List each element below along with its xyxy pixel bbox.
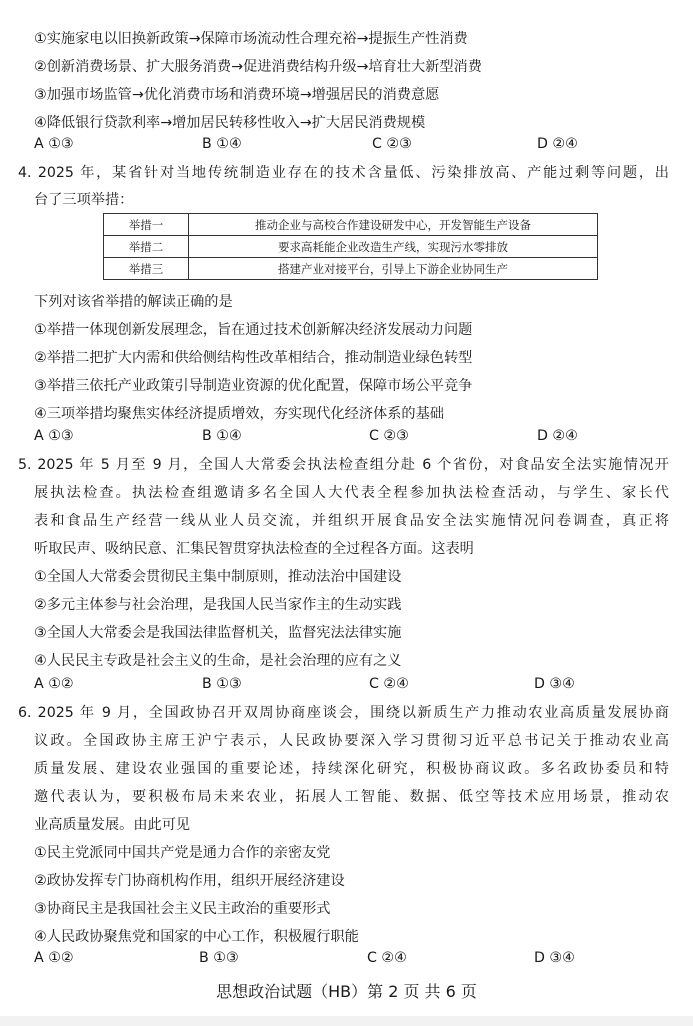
q4-item-2: ②举措二把扩大内需和供给侧结构性改革相结合，推动制造业绿色转型 — [34, 350, 473, 366]
q4-item-4: ④三项举措均聚焦实体经济提质增效，夯实现代化经济体系的基础 — [34, 406, 444, 422]
q4-prompt: 下列对该省举措的解读正确的是 — [34, 294, 233, 310]
q4-measures-table — [103, 213, 598, 280]
q3-item-4: ④降低银行贷款利率→增加居民转移性收入→扩大居民消费规模 — [34, 115, 426, 131]
q4-option-a: A ①③ — [34, 428, 74, 444]
q3-option-a: A ①③ — [34, 136, 74, 152]
q4-options — [34, 426, 634, 446]
q6-stem-line-1: 6. 2025 年 9 月，全国政协召开双周协商座谈会，围绕以新质生产力推动农业高质量发展协商 — [18, 705, 669, 721]
q4-option-c: C ②③ — [369, 428, 409, 444]
q5-item-1: ①全国人大常委会贯彻民主集中制原则，推动法治中国建设 — [34, 569, 402, 585]
q5-stem-line-2: 展执法检查。执法检查组邀请多名全国人大代表全程参加执法检查活动，与学生、家长代 — [34, 485, 669, 501]
q5-item-4: ④人民民主专政是社会主义的生命，是社会治理的应有之义 — [34, 653, 402, 669]
measure-text: 推动企业与高校合作建设研发中心，开发智能生产设备 — [189, 214, 598, 236]
measure-name: 举措一 — [104, 214, 189, 236]
q3-item-3: ③加强市场监管→优化消费市场和消费环境→增强居民的消费意愿 — [34, 87, 440, 103]
q5-stem-line-3: 表和食品生产经营一线从业人员交流，并组织开展食品安全法实施情况问卷调查，真正将 — [34, 513, 669, 529]
q6-option-d: D ③④ — [534, 950, 575, 966]
q4-item-1: ①举措一体现创新发展理念，旨在通过技术创新解决经济发展动力问题 — [34, 322, 473, 338]
q5-options — [34, 674, 634, 694]
q5-option-c: C ②④ — [369, 676, 409, 692]
q6-option-b: B ①③ — [199, 950, 239, 966]
q5-option-d: D ③④ — [534, 676, 575, 692]
q5-item-3: ③全国人大常委会是我国法律监督机关，监督宪法法律实施 — [34, 625, 402, 641]
q6-item-2: ②政协发挥专门协商机构作用，组织开展经济建设 — [34, 873, 345, 889]
q4-option-d: D ②④ — [537, 428, 578, 444]
q5-stem-line-4: 听取民声、吸纳民意、汇集民智贯穿执法检查的全过程各方面。这表明 — [34, 541, 474, 557]
measure-name: 举措三 — [104, 258, 189, 280]
bottom-margin-strip — [0, 1016, 693, 1026]
q4-stem-line-2: 台了三项举措： — [34, 192, 134, 208]
q6-item-1: ①民主党派同中国共产党是通力合作的亲密友党 — [34, 845, 331, 861]
q6-item-4: ④人民政协聚焦党和国家的中心工作，积极履行职能 — [34, 929, 359, 945]
q4-item-3: ③举措三依托产业政策引导制造业资源的优化配置，保障市场公平竞争 — [34, 378, 473, 394]
q6-option-c: C ②④ — [367, 950, 407, 966]
q5-item-2: ②多元主体参与社会治理，是我国人民当家作主的生动实践 — [34, 597, 402, 613]
measure-name: 举措二 — [104, 236, 189, 258]
table-row — [104, 236, 598, 258]
q6-stem-line-4: 邀代表认为，要积极布局未来农业，拓展人工智能、数据、低空等技术应用场景，推动农 — [34, 789, 669, 805]
page-footer: 思想政治试题（HB）第 2 页 共 6 页 — [216, 982, 477, 1001]
q3-item-1: ①实施家电以旧换新政策→保障市场流动性合理充裕→提振生产性消费 — [34, 31, 468, 47]
table-row — [104, 258, 598, 280]
q3-option-b: B ①④ — [202, 136, 242, 152]
q3-item-2: ②创新消费场景、扩大服务消费→促进消费结构升级→培育壮大新型消费 — [34, 59, 482, 75]
measure-text: 要求高耗能企业改造生产线，实现污水零排放 — [189, 236, 598, 258]
q4-stem-line-1: 4. 2025 年，某省针对当地传统制造业存在的技术含量低、污染排放高、产能过剩等问题，出 — [18, 165, 669, 181]
table-row — [104, 214, 598, 236]
q3-option-c: C ②③ — [372, 136, 412, 152]
q6-options — [34, 948, 634, 968]
q6-item-3: ③协商民主是我国社会主义民主政治的重要形式 — [34, 901, 331, 917]
q5-option-b: B ①③ — [202, 676, 242, 692]
q4-option-b: B ①④ — [202, 428, 242, 444]
q6-stem-line-3: 质量发展、建设农业强国的重要论述，持续深化研究，积极协商议政。多名政协委员和特 — [34, 761, 669, 777]
q3-option-d: D ②④ — [537, 136, 578, 152]
measure-text: 搭建产业对接平台，引导上下游企业协同生产 — [189, 258, 598, 280]
q6-stem-line-5: 业高质量发展。由此可见 — [34, 817, 191, 833]
q5-stem-line-1: 5. 2025 年 5 月至 9 月，全国人大常委会执法检查组分赴 6 个省份，对食品安全法实施情况开 — [18, 457, 669, 473]
q5-option-a: A ①② — [34, 676, 74, 692]
q6-option-a: A ①② — [34, 950, 74, 966]
q3-options — [34, 134, 634, 154]
q6-stem-line-2: 议政。全国政协主席王沪宁表示，人民政协要深入学习贯彻习近平总书记关于推动农业高 — [34, 733, 669, 749]
